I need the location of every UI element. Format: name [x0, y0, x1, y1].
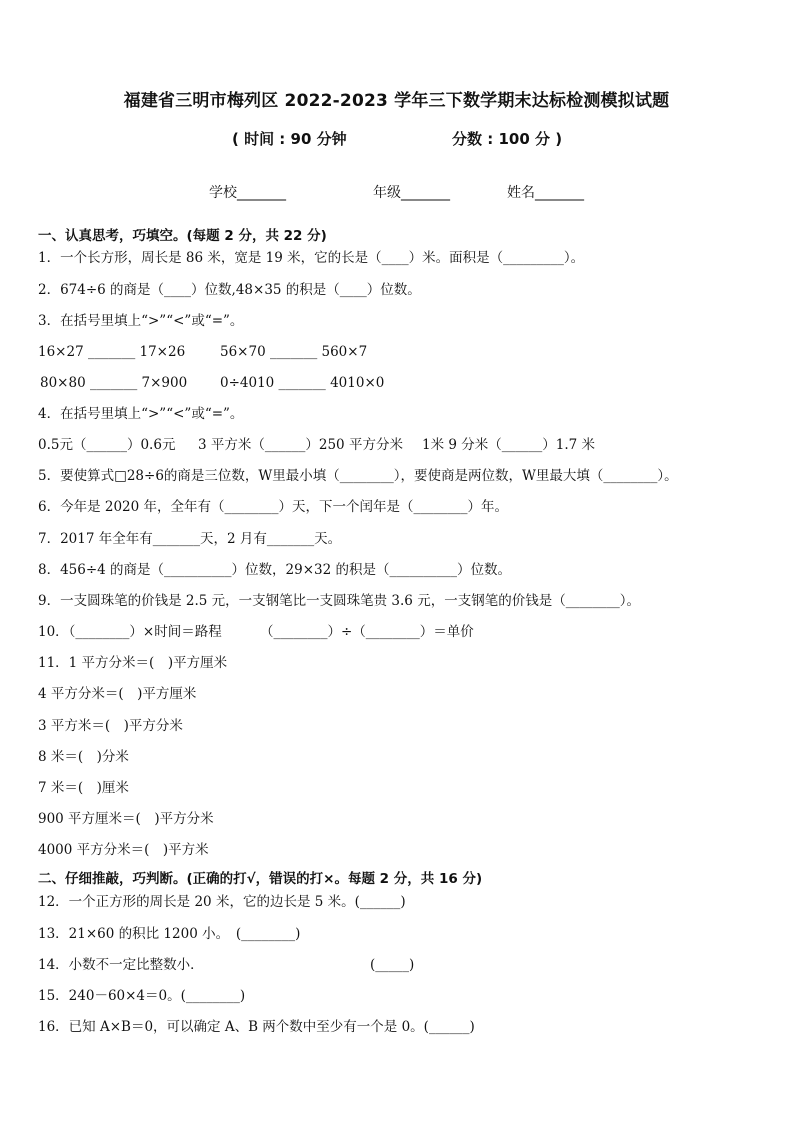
question-11-item-1: 11．1 平方分米＝( )平方厘米	[38, 655, 228, 671]
q3-compare-4: 0÷4010 _______ 4010×0	[220, 375, 385, 391]
question-5: 5．要使算式□28÷6的商是三位数，W里最小填（________），要使商是两位数，W里最大填（________）。	[38, 468, 678, 484]
question-12: 12．一个正方形的周长是 20 米，它的边长是 5 米。(______)	[38, 894, 406, 910]
question-13: 13．21×60 的积比 1200 小。 (________)	[38, 926, 301, 942]
school-field: 学校_______	[209, 185, 286, 201]
q4-compare-1: 0.5元（______）0.6元	[38, 437, 176, 453]
q3-compare-3: 80×80 _______ 7×900	[40, 375, 188, 391]
q3-compare-1: 16×27 _______ 17×26	[38, 344, 186, 360]
q4-compare-2: 3 平方米（______）250 平方分米	[198, 437, 403, 453]
question-14-answer: (_____)	[370, 957, 415, 973]
question-3: 3．在括号里填上“>”“<”或“=”。	[38, 313, 244, 329]
section2-heading: 二、仔细推敲，巧判断。(正确的打√，错误的打×。每题 2 分，共 16 分)	[38, 871, 483, 887]
q4-compare-3: 1米 9 分米（______）1.7 米	[422, 437, 596, 453]
question-11-item-5: 7 米＝( )厘米	[38, 780, 129, 796]
q3-compare-2: 56×70 _______ 560×7	[220, 344, 368, 360]
question-14: 14．小数不一定比整数小．	[38, 957, 204, 973]
question-11-item-7: 4000 平方分米＝( )平方米	[38, 842, 209, 858]
page-title: 福建省三明市梅列区 2022-2023 学年三下数学期末达标检测模拟试题	[123, 91, 670, 111]
question-8: 8．456÷4 的商是（__________）位数，29×32 的积是（__________）位数。	[38, 562, 512, 578]
question-4: 4．在括号里填上“>”“<”或“=”。	[38, 406, 244, 422]
time-label: ( 时间 : 90 分钟	[232, 130, 347, 148]
question-11-item-3: 3 平方米＝( )平方分米	[38, 718, 183, 734]
question-11-item-2: 4 平方分米＝( )平方厘米	[38, 686, 197, 702]
question-2: 2．674÷6 的商是（____）位数,48×35 的积是（____）位数。	[38, 282, 421, 298]
question-11-item-4: 8 米＝( )分米	[38, 749, 129, 765]
question-16: 16．已知 A×B＝0，可以确定 A、B 两个数中至少有一个是 0。(______)	[38, 1019, 475, 1035]
question-11-item-6: 900 平方厘米＝( )平方分米	[38, 811, 214, 827]
question-9: 9．一支圆珠笔的价钱是 2.5 元，一支钢笔比一支圆珠笔贵 3.6 元，一支钢笔的价钱是（________）。	[38, 593, 640, 609]
question-10-part-2: （________）÷（________）＝单价	[260, 624, 474, 640]
question-7: 7．2017 年全年有_______天，2 月有_______天。	[38, 531, 342, 547]
grade-field: 年级_______	[373, 185, 450, 201]
score-label: 分数 : 100 分 )	[452, 130, 563, 148]
question-10-part-1: 10．（________）×时间＝路程	[38, 624, 222, 640]
name-field: 姓名_______	[507, 185, 584, 201]
question-6: 6．今年是 2020 年，全年有（________）天，下一个闰年是（________）年。	[38, 499, 509, 515]
question-15: 15．240－60×4＝0。(________)	[38, 988, 246, 1004]
question-1: 1．一个长方形，周长是 86 米，宽是 19 米，它的长是（____）米。面积是（_________）。	[38, 250, 585, 266]
section1-heading: 一、认真思考，巧填空。(每题 2 分，共 22 分)	[38, 228, 327, 244]
